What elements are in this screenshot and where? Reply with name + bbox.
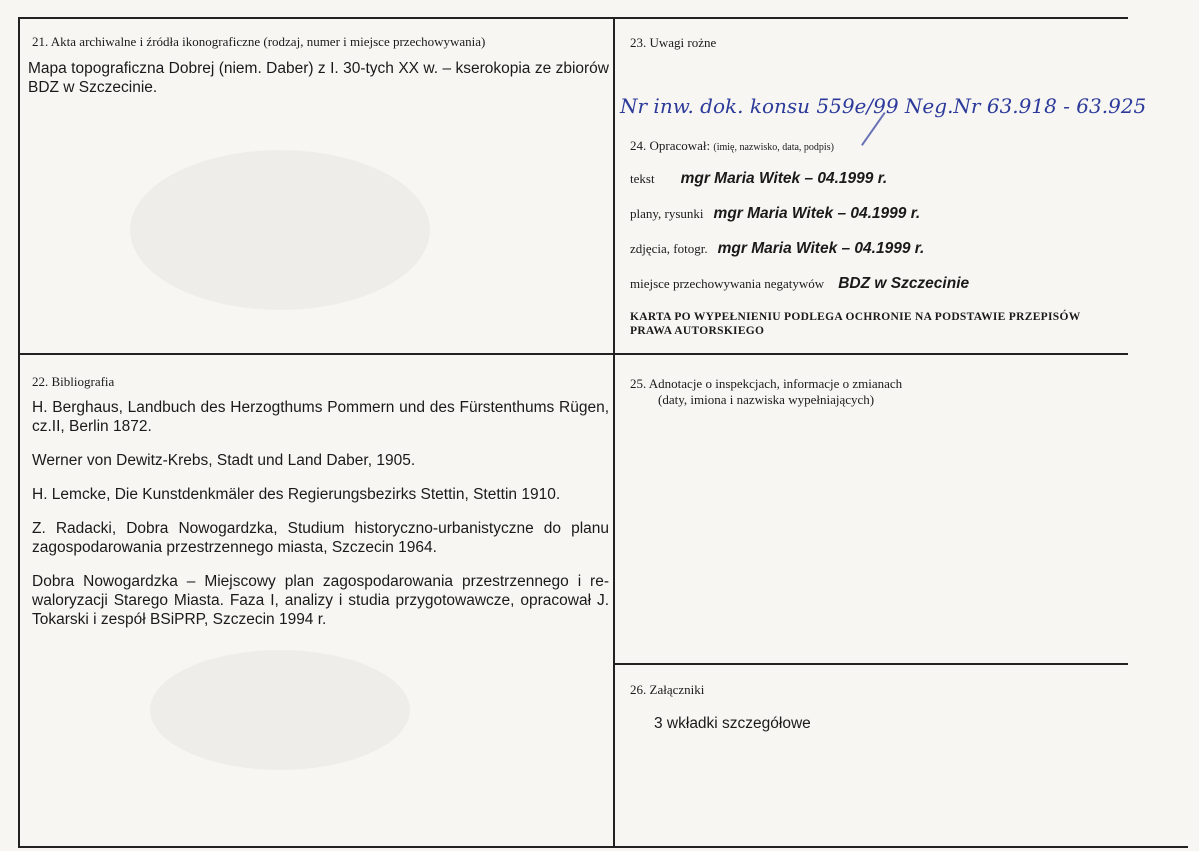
bibliography-item: H. Berghaus, Landbuch des Herzogthums Pommern und des Fürstenthums Rügen, cz.II, Berlin 1872.	[32, 399, 609, 435]
row-label: zdjęcia, fotogr.	[630, 241, 708, 256]
author-row-plans	[630, 205, 920, 223]
author-row-text	[630, 170, 887, 188]
section-25-subtitle: (daty, imiona i nazwiska wypełniających)	[658, 392, 875, 407]
bibliography-item: Dobra Nowogardzka – Miejscowy plan zagospodarowania przestrzennego i re-waloryzacji Starego Miasta. Faza I, analizy i studia przygotowawcze, opracował J. Tokarski i zespół BSiPRP, Szczecin 1994 r.	[32, 573, 609, 628]
author-row-photos	[630, 240, 924, 258]
middle-horizontal-line	[18, 353, 1128, 355]
left-border-line	[18, 17, 20, 848]
row-value: mgr Maria Witek – 04.1999 r.	[680, 170, 888, 187]
section-22-title: 22. Bibliografia	[32, 374, 115, 389]
scan-smudge	[150, 650, 410, 770]
row-value: mgr Maria Witek – 04.1999 r.	[717, 240, 925, 257]
copyright-notice: KARTA PO WYPEŁNIENIU PODLEGA OCHRONIE NA PODSTAWIE PRZEPISÓW PRAWA AUTORSKIEGO	[630, 311, 1081, 337]
scan-smudge	[130, 150, 430, 310]
section-21-title: 21. Akta archiwalne i źródła ikonograficzne (rodzaj, numer i miejsce przechowywania)	[32, 34, 486, 49]
bibliography-list	[32, 398, 609, 644]
row-label: plany, rysunki	[630, 206, 704, 221]
row-value: BDZ w Szczecinie	[838, 275, 970, 292]
negatives-location-row	[630, 275, 969, 293]
attachments-text: 3 wkładki szczegółowe	[654, 715, 811, 732]
right-lower-horizontal-line	[614, 663, 1128, 665]
handwritten-note: Nr inw. dok. konsu 559e/99 Neg.Nr 63.918 - 63.925	[620, 94, 1147, 118]
section-21-text: Mapa topograficzna Dobrej (niem. Daber) z I. 30-tych XX w. – kserokopia ze zbiorów BDZ w Szczecinie.	[28, 60, 609, 96]
section-26-title: 26. Załączniki	[630, 682, 705, 697]
row-value: mgr Maria Witek – 04.1999 r.	[713, 205, 921, 222]
section-24-subtitle: (imię, nazwisko, data, podpis)	[713, 142, 834, 153]
section-24-heading	[630, 138, 834, 154]
section-24-title: 24. Opracował:	[630, 138, 711, 153]
bibliography-item: Z. Radacki, Dobra Nowogardzka, Studium historyczno-urbanistyczne do planu zagospodarowania przestrzennego miasta, Szczecin 1964.	[32, 520, 609, 556]
section-23-title: 23. Uwagi rożne	[630, 35, 717, 50]
bibliography-item: Werner von Dewitz-Krebs, Stadt und Land Daber, 1905.	[32, 452, 416, 469]
center-vertical-line	[613, 17, 615, 848]
section-25-title: 25. Adnotacje o inspekcjach, informacje o zmianach	[630, 376, 903, 391]
row-label: tekst	[630, 171, 655, 186]
bottom-border-line	[18, 846, 1188, 848]
bibliography-item: H. Lemcke, Die Kunstdenkmäler des Regierungsbezirks Stettin, Stettin 1910.	[32, 486, 561, 503]
row-label: miejsce przechowywania negatywów	[630, 276, 825, 291]
top-border-line	[18, 17, 1128, 19]
